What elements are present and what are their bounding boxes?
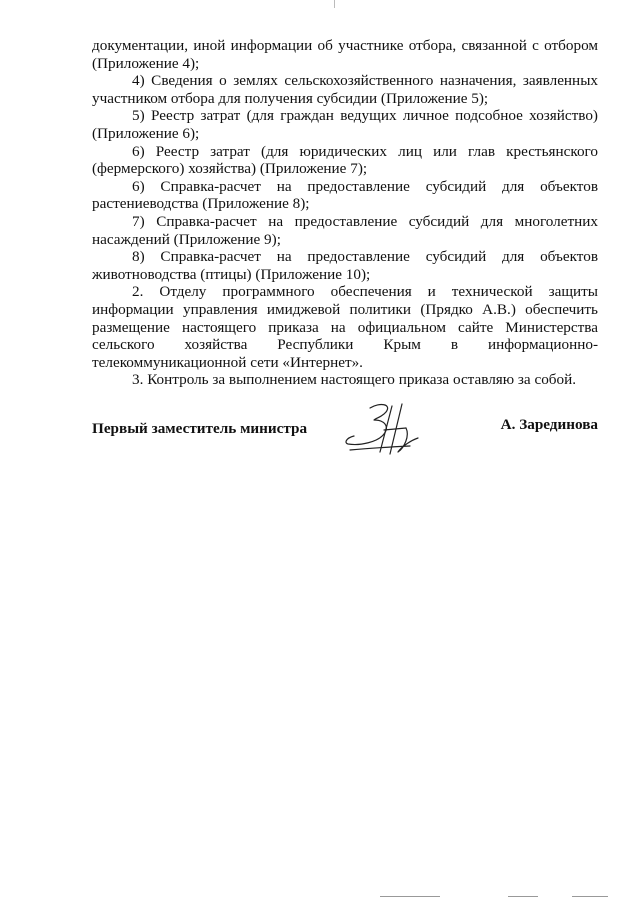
paragraph: 3. Контроль за выполнением настоящего приказа оставляю за собой. [132,371,577,389]
scan-mark [334,0,335,8]
paragraph: документации, иной информации об участнике отбора, связанной с отбором (Приложение 4); [92,37,598,72]
scan-artifacts [0,892,640,905]
handwritten-signature [340,400,422,466]
paragraph: 4) Сведения о землях сельскохозяйственного назначения, заявленных участником отбора для получения субсидии (Приложение 5); [92,72,598,107]
paragraph: 6) Справка-расчет на предоставление субсидий для объектов растениеводства (Приложение 8); [92,177,598,213]
paragraph: 7) Справка-расчет на предоставление субсидий для многолетних насаждений (Приложение 9); [92,212,598,248]
document-body [92,37,598,389]
paragraph: 8) Справка-расчет на предоставление субсидий для объектов животноводства (птицы) (Приложение 10); [92,248,598,283]
signer-name: А. Зарединова [500,416,598,433]
paragraph: 6) Реестр затрат (для юридических лиц или глав крестьянского (фермерского) хозяйства) (Приложение 7); [92,142,598,178]
paragraph: 2. Отделу программного обеспечения и технической защиты информации управления имиджевой политики (Прядко А.В.) обеспечить размещение настоящего приказа на официальном сайте Министерства сельского хозяйства Республики Крым в информационно-телекоммуникационной сети «Интернет». [92,283,598,371]
signature-block [92,414,598,474]
paragraph: 5) Реестр затрат (для граждан ведущих личное подсобное хозяйство) (Приложение 6); [92,107,598,142]
signer-title: Первый заместитель министра [92,420,308,437]
